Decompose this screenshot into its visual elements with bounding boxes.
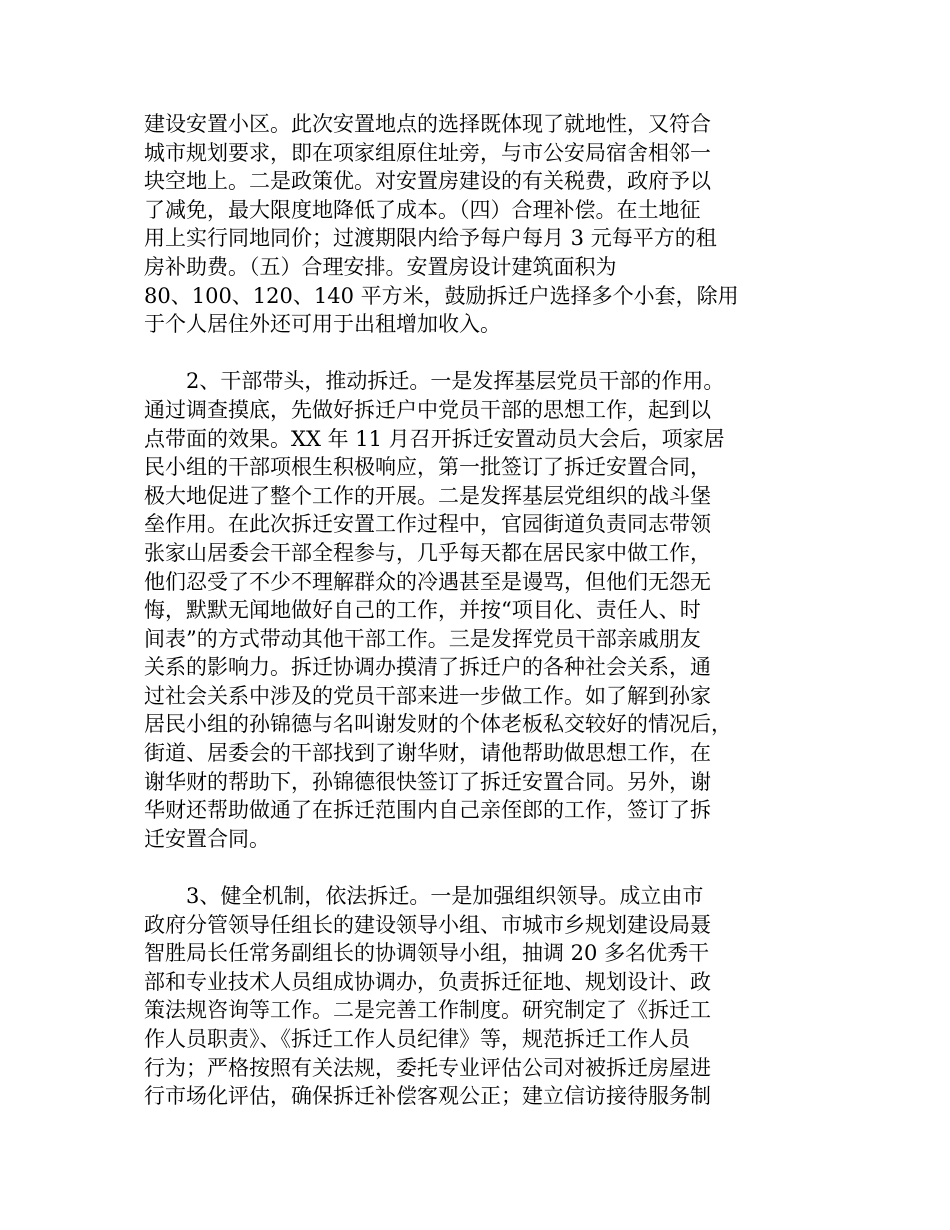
document-page [144,110,828,1111]
text-line: 通过调查摸底，先做好拆迁户中党员干部的思想工作，起到以 [144,397,711,422]
text-line: 街道、居委会的干部找到了谢华财，请他帮助做思想工作，在 [144,741,711,766]
text-line: 过社会关系中涉及的党员干部来进一步做工作。如了解到孙家 [144,683,711,708]
text-line: 智胜局长任常务副组长的协调领导小组，抽调 20 多名优秀干 [144,941,710,966]
text-line: 张家山居委会干部全程参与，几乎每天都在居民家中做工作， [144,540,711,565]
paragraph-gap [144,339,828,368]
text-line: 房补助费。（五）合理安排。安置房设计建筑面积为 [144,254,617,279]
text-line: 80、100、120、140 平方米，鼓励拆迁户选择多个小套，除用 [144,283,739,308]
paragraph-gap [144,853,828,882]
text-line: 关系的影响力。拆迁协调办摸清了拆迁户的各种社会关系，通 [144,655,711,680]
paragraph-continuation [144,110,828,339]
text-line: 策法规咨询等工作。二是完善工作制度。研究制定了《拆迁工 [144,998,711,1023]
text-line: 间表”的方式带动其他干部工作。三是发挥党员干部亲戚朋友 [144,626,701,651]
text-line: 了减免，最大限度地降低了成本。（四）合理补偿。在土地征 [144,197,701,222]
text-line: 城市规划要求，即在项家组原住址旁，与市公安局宿舍相邻一 [144,140,711,165]
text-line: 华财还帮助做通了在拆迁范围内自己亲侄郎的工作，签订了拆 [144,798,711,823]
text-line: 行为；严格按照有关法规，委托专业评估公司对被拆迁房屋进 [144,1055,711,1080]
paragraph-mechanism [144,882,828,1111]
text-line: 建设安置小区。此次安置地点的选择既体现了就地性，又符合 [144,112,711,136]
text-line: 行市场化评估，确保拆迁补偿客观公正；建立信访接待服务制 [144,1084,711,1109]
text-line: 作人员职责》、《拆迁工作人员纪律》等，规范拆迁工作人员 [144,1027,690,1051]
text-line: 垒作用。在此次拆迁安置工作过程中，官园街道负责同志带领 [144,512,711,537]
paragraph-cadres-lead [144,367,828,853]
text-line: 于个人居住外还可用于出租增加收入。 [144,312,501,337]
text-line: 他们忍受了不少不理解群众的冷遇甚至是谩骂，但他们无怨无 [144,569,711,594]
text-line: 块空地上。二是政策优。对安置房建设的有关税费，政府予以 [144,169,711,194]
text-line: 谢华财的帮助下，孙锦德很快签订了拆迁安置合同。另外，谢 [144,769,711,794]
text-line: 迁安置合同。 [144,826,270,851]
text-line: 部和专业技术人员组成协调办，负责拆迁征地、规划设计、政 [144,969,711,994]
text-line: 民小组的干部项根生积极响应，第一批签订了拆迁安置合同， [144,455,711,480]
text-line: 政府分管领导任组长的建设领导小组、市城市乡规划建设局聂 [144,912,711,937]
text-line: 点带面的效果。XX 年 11 月召开拆迁安置动员大会后，项家居 [144,426,725,451]
text-line: 用上实行同地同价；过渡期限内给予每户每月 3 元每平方的租 [144,226,717,251]
text-line: 悔，默默无闻地做好自己的工作，并按“项目化、责任人、时 [144,598,701,623]
text-line: 3、健全机制，依法拆迁。一是加强组织领导。成立由市 [186,884,704,909]
text-line: 居民小组的孙锦德与名叫谢发财的个体老板私交较好的情况后， [144,712,732,737]
text-line: 极大地促进了整个工作的开展。二是发挥基层党组织的战斗堡 [144,483,711,508]
text-line: 2、干部带头，推动拆迁。一是发挥基层党员干部的作用。 [186,369,725,394]
